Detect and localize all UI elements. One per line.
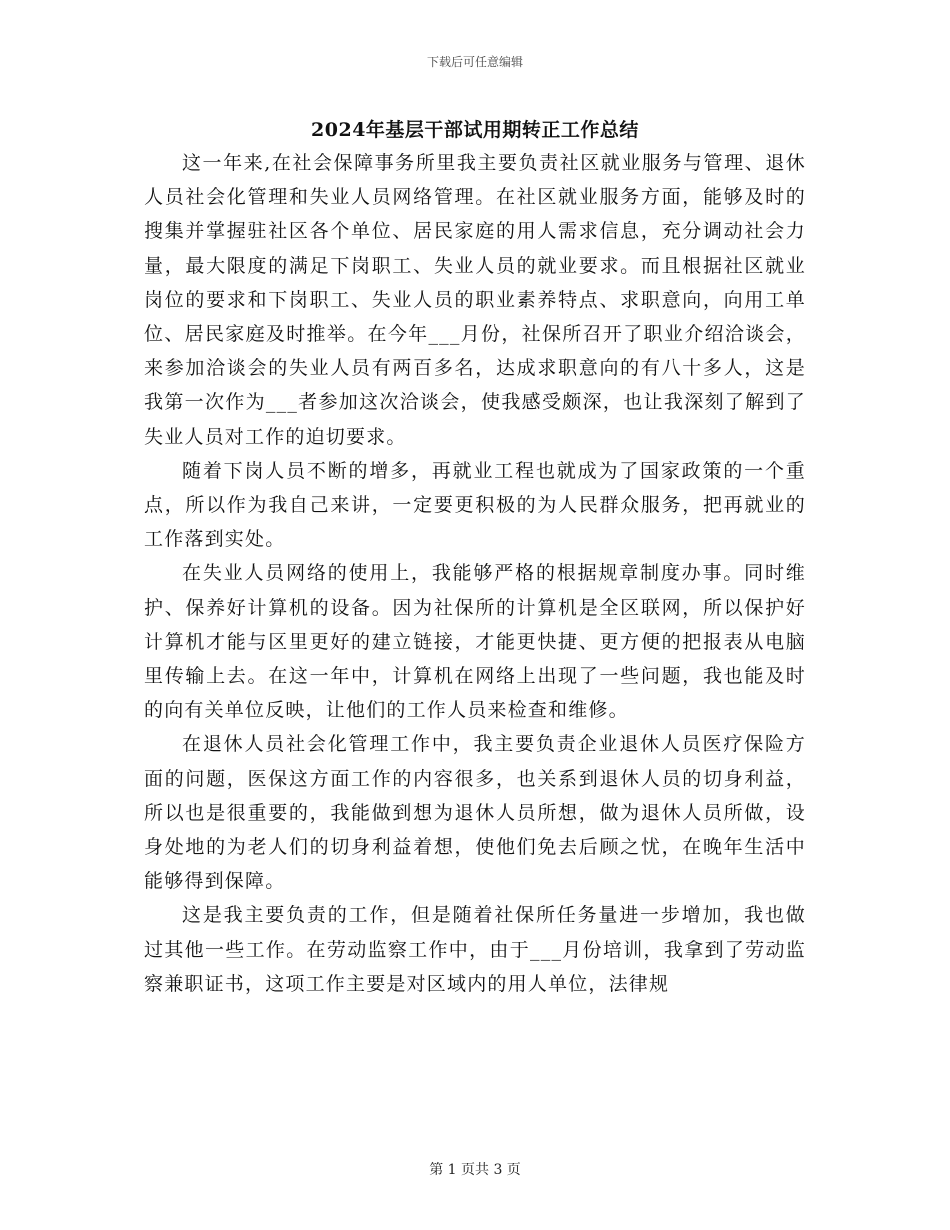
- page-footer: 第 1 页共 3 页: [429, 1162, 521, 1178]
- paragraph-4: 在退休人员社会化管理工作中，我主要负责企业退休人员医疗保险方面的问题，医保这方面工作的内容很多，也关系到退休人员的切身利益，所以也是很重要的，我能做到想为退休人员所想，做为退休人员所做，设身处地的为老人们的切身利益着想，使他们免去后顾之忧，在晚年生活中能够得到保障。: [144, 733, 806, 893]
- document-title: 2024年基层干部试用期转正工作总结: [311, 119, 639, 141]
- paragraph-3: 在失业人员网络的使用上，我能够严格的根据规章制度办事。同时维护、保养好计算机的设备。因为社保所的计算机是全区联网，所以保护好计算机才能与区里更好的建立链接，才能更快捷、更方便的把报表从电脑里传输上去。在这一年中，计算机在网络上出现了一些问题，我也能及时的向有关单位反映，让他们的工作人员来检查和维修。: [144, 562, 806, 722]
- page-header: 下载后可任意编辑: [426, 55, 523, 69]
- paragraph-1: 这一年来,在社会保障事务所里我主要负责社区就业服务与管理、退休人员社会化管理和失业人员网络管理。在社区就业服务方面，能够及时的搜集并掌握驻社区各个单位、居民家庭的用人需求信息，充分调动社会力量，最大限度的满足下岗职工、失业人员的就业要求。而且根据社区就业岗位的要求和下岗职工、失业人员的职业素养特点、求职意向，向用工单位、居民家庭及时推举。在今年___月份，社保所召开了职业介绍洽谈会，来参加洽谈会的失业人员有两百多名，达成求职意向的有八十多人，这是我第一次作为___者参加这次洽谈会，使我感受颇深，也让我深刻了解到了失业人员对工作的迫切要求。: [144, 152, 806, 448]
- paragraph-5: 这是我主要负责的工作，但是随着社保所任务量进一步增加，我也做过其他一些工作。在劳动监察工作中，由于___月份培训，我拿到了劳动监察兼职证书，这项工作主要是对区域内的用人单位，法律规: [144, 904, 806, 995]
- document-body: [144, 146, 806, 1001]
- paragraph-2: 随着下岗人员不断的增多，再就业工程也就成为了国家政策的一个重点，所以作为我自己来讲，一定要更积极的为人民群众服务，把再就业的工作落到实处。: [144, 459, 806, 551]
